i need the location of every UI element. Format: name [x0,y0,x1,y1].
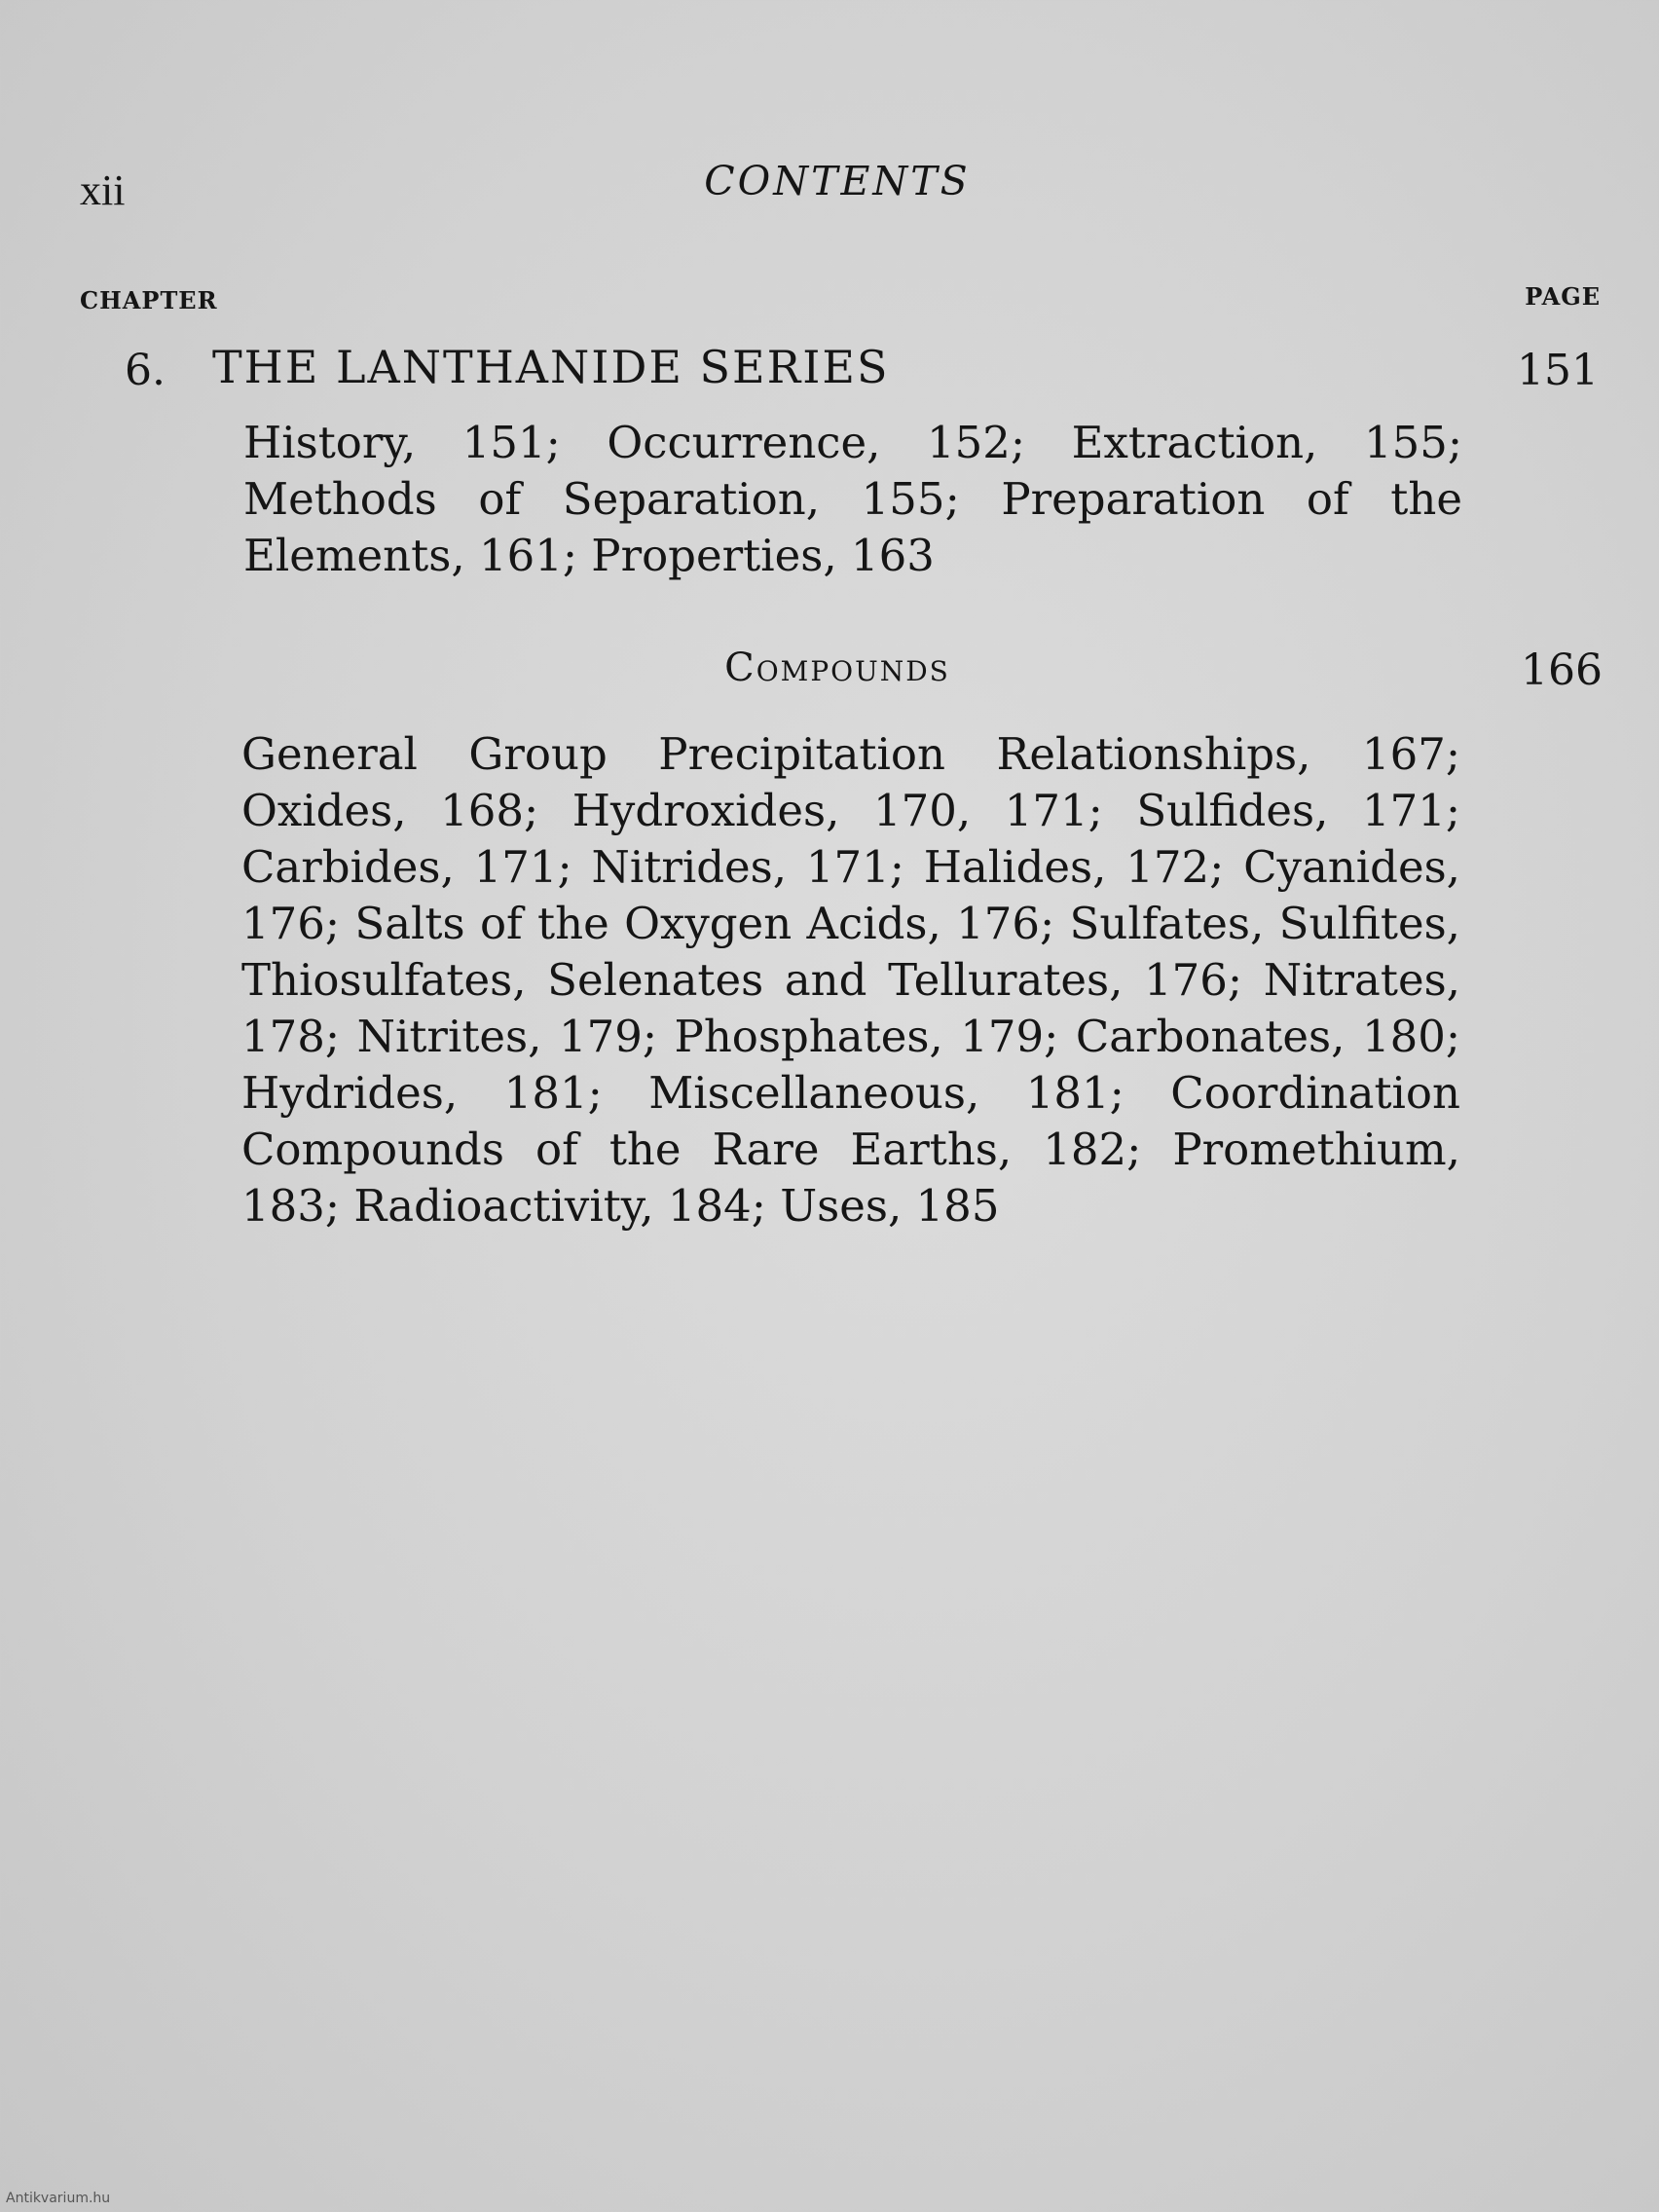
section-page: 166 [1521,645,1603,695]
chapter-title: THE LANTHANIDE SERIES [212,341,890,393]
chapter-page: 151 [1517,346,1599,395]
page-number: xii [80,166,126,214]
running-head: CONTENTS [704,158,971,204]
page-column-label: PAGE [1525,282,1601,311]
chapter-column-label: CHAPTER [80,286,218,314]
watermark: Antikvarium.hu [6,2191,111,2206]
section-heading-compounds: Compounds [724,645,950,690]
chapter-number: 6. [125,346,166,395]
section-entries: General Group Precipitation Relationships, 167; Oxides, 168; Hydroxides, 170, 171; Sulfides, 171; Carbides, 171; Nitrides, 171; Halides, 172; Cyanides, 176; Salts of the Oxygen Acids, 176; Sulfates, Sulfites, Thiosulfates, Selenates and Tellurates, 176; Nitrates, 178; Nitrites, 179; Phosphates, 179; Carbonates, 180; Hydrides, 181; Miscellaneous, 181; Coordination Compounds of the Rare Earths, 182; Promethium, 183; Radioactivity, 184; Uses, 185 [241,728,1460,1232]
chapter-entries: History, 151; Occurrence, 152; Extraction, 155; Methods of Separation, 155; Preparation of the Elements, 161; Properties, 163 [243,417,1462,581]
